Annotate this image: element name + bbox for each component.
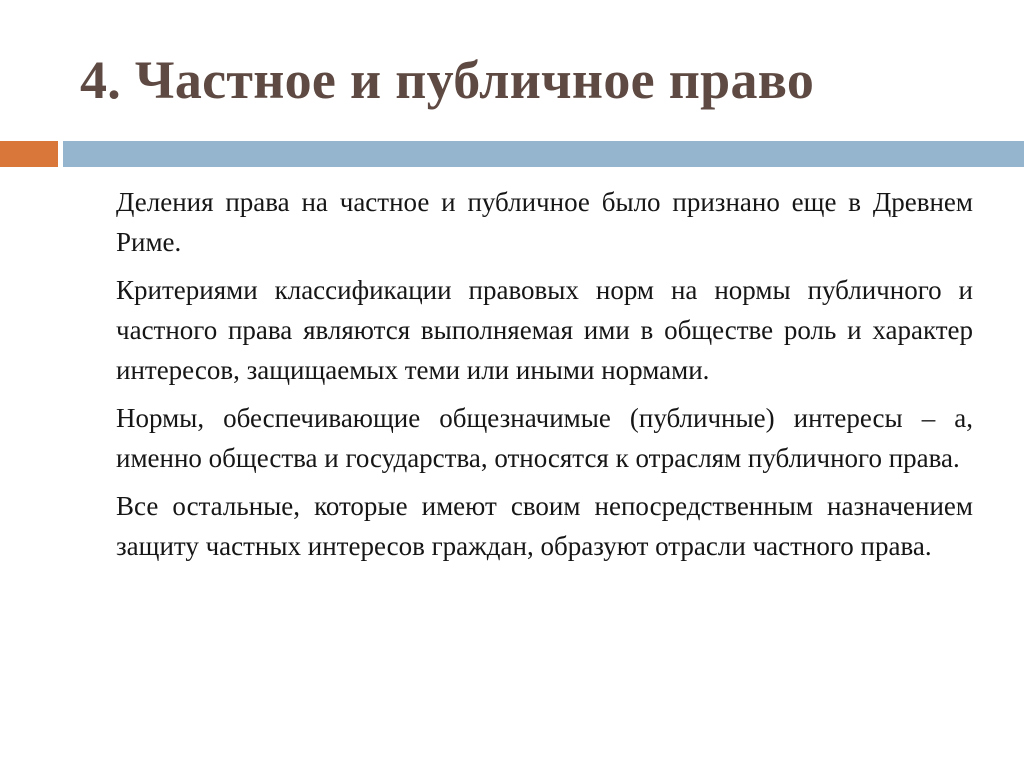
body-paragraph-2: Критериями классификации правовых норм на нормы публичного и частного права являются выполняемая ими в обществе роль и характер интересов, защищаемых теми или иными нормами. xyxy=(116,275,973,385)
body-paragraph-1: Деления права на частное и публичное было признано еще в Древнем Риме. xyxy=(116,187,973,257)
title-accent-bar xyxy=(0,141,58,167)
slide-body xyxy=(116,182,973,574)
slide-title: 4. Частное и публичное право xyxy=(80,50,815,110)
title-underline-bar xyxy=(63,141,1024,167)
body-paragraph-3: Нормы, обеспечивающие общезначимые (публичные) интересы – а, именно общества и государства, относятся к отраслям публичного права. xyxy=(116,403,973,473)
body-paragraph-4: Все остальные, которые имеют своим непосредственным назначением защиту частных интересов граждан, образуют отрасли частного права. xyxy=(116,491,973,561)
